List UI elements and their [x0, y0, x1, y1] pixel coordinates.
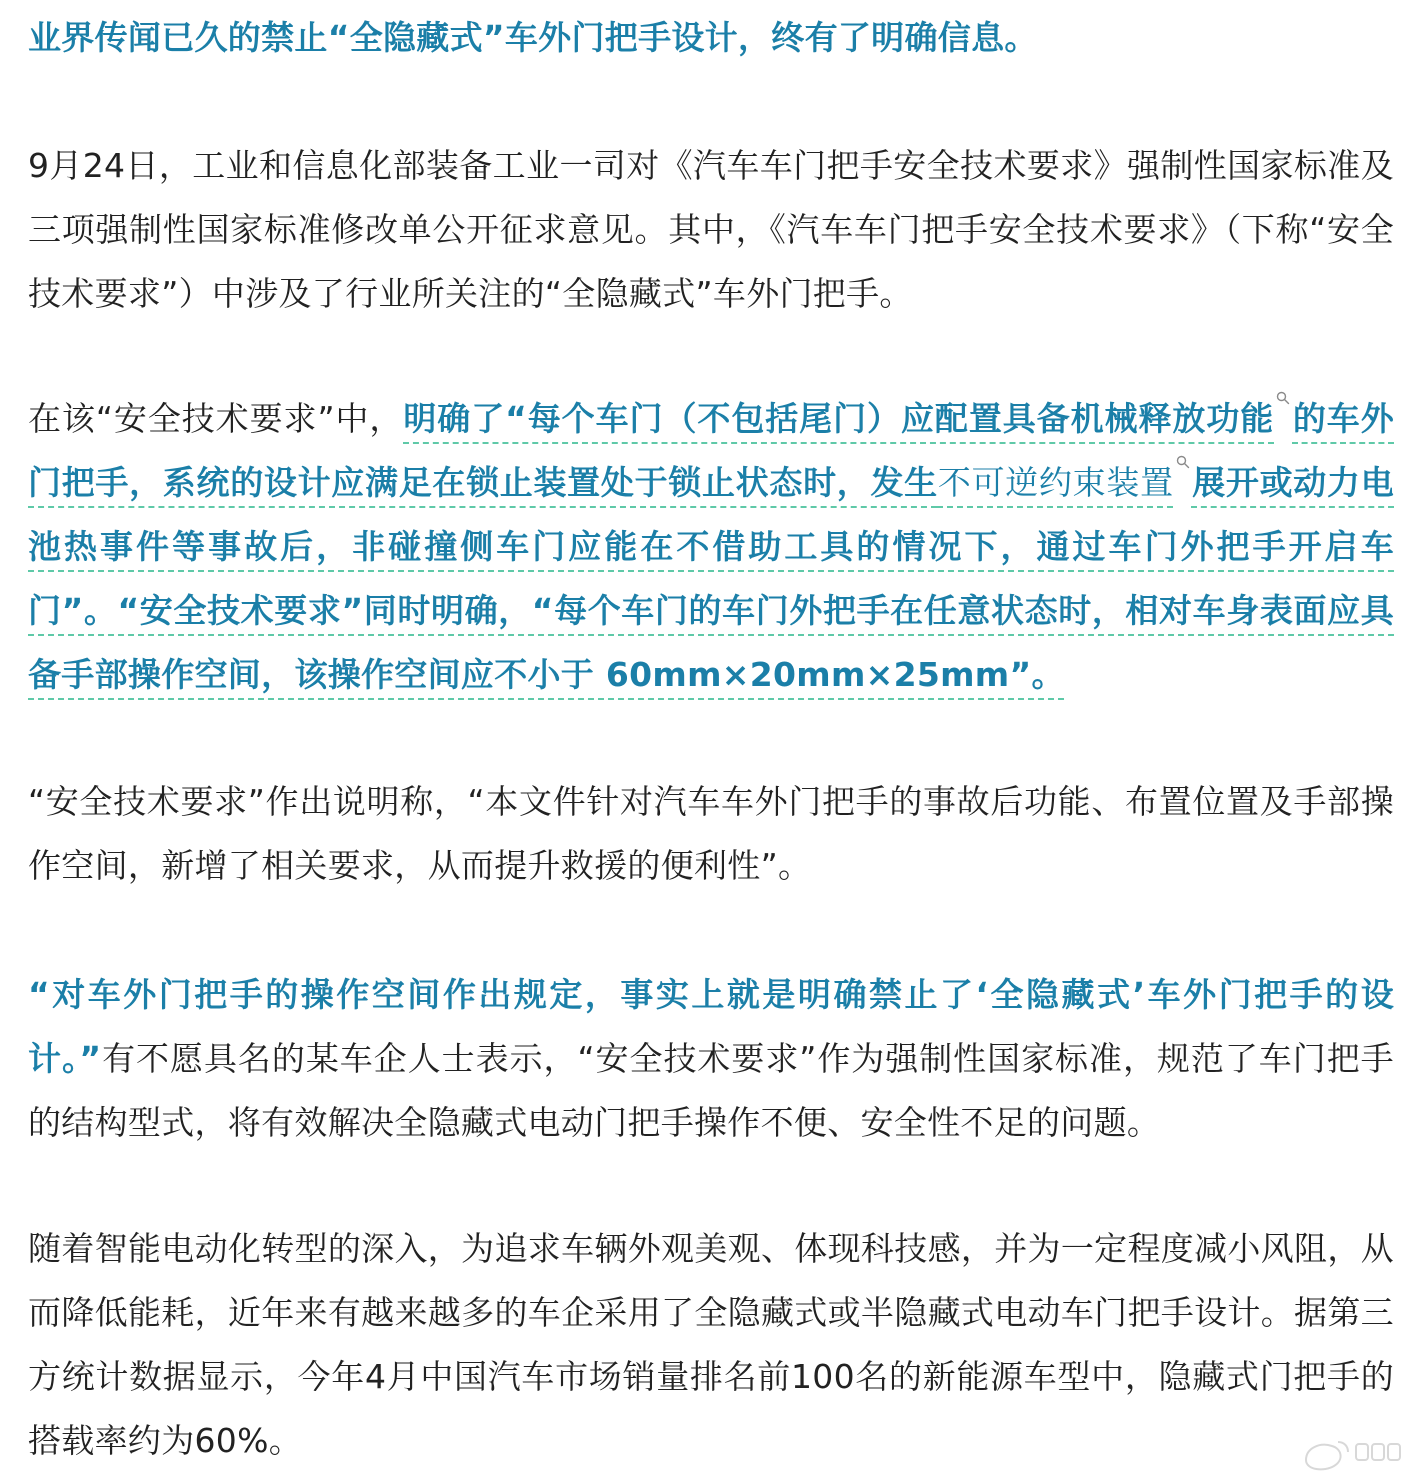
paragraph-industry-quote — [28, 963, 1394, 1155]
paragraph-explanation: “安全技术要求”作出说明称，“本文件针对汽车车外门把手的事故后功能、布置位置及手部操作空间，新增了相关要求，从而提升救援的便利性”。 — [28, 782, 1394, 885]
requirements-highlight-2: 的车外门把手，系统的设计应满足在锁止装置处于锁止状态时，发生 — [28, 399, 1394, 502]
paragraph-market-context: 随着智能电动化转型的深入，为追求车辆外观美观、体现科技感，并为一定程度减小风阻，从而降低能耗，近年来有越来越多的车企采用了全隐藏式或半隐藏式电动车门把手设计。据第三方统计数据显示，今年4月中国汽车市场销量排名前100名的新能源车型中，隐藏式门把手的搭载率约为60%。 — [28, 1229, 1394, 1460]
keyword-link-restraint-device[interactable]: 不可逆约束装置 — [937, 463, 1174, 502]
lead-highlight-text: 业界传闻已久的禁止“全隐藏式”车外门把手设计，终有了明确信息。 — [28, 18, 1038, 57]
industry-quote-highlight: “对车外门把手的操作空间作出规定，事实上就是明确禁止了‘全隐藏式’车外门把手的设计。” — [28, 975, 1394, 1078]
paragraph-requirements — [28, 387, 1394, 707]
lead-paragraph — [28, 6, 1394, 70]
search-icon[interactable] — [1176, 455, 1190, 469]
weibo-watermark-icon — [1298, 1430, 1408, 1474]
requirements-lead-text: 在该“安全技术要求”中， — [28, 399, 404, 438]
requirements-highlight-1: 明确了“每个车门（不包括尾门）应配置具备机械释放功能 — [403, 399, 1275, 438]
paragraph-announcement: 9月24日，工业和信息化部装备工业一司对《汽车车门把手安全技术要求》强制性国家标准及三项强制性国家标准修改单公开征求意见。其中，《汽车车门把手安全技术要求》（下称“安全技术要求”）中涉及了行业所关注的“全隐藏式”车外门把手。 — [28, 146, 1394, 313]
search-icon[interactable] — [1276, 391, 1290, 405]
industry-quote-rest: 有不愿具名的某车企人士表示，“安全技术要求”作为强制性国家标准，规范了车门把手的结构型式，将有效解决全隐藏式电动门把手操作不便、安全性不足的问题。 — [28, 1039, 1394, 1142]
requirements-highlight-3: 展开或动力电池热事件等事故后，非碰撞侧车门应能在不借助工具的情况下，通过车门外把手开启车门”。“安全技术要求”同时明确，“每个车门的车门外把手在任意状态时，相对车身表面应具备手部操作空间，该操作空间应不小于 60mm×20mm×25mm”。 — [28, 463, 1394, 694]
